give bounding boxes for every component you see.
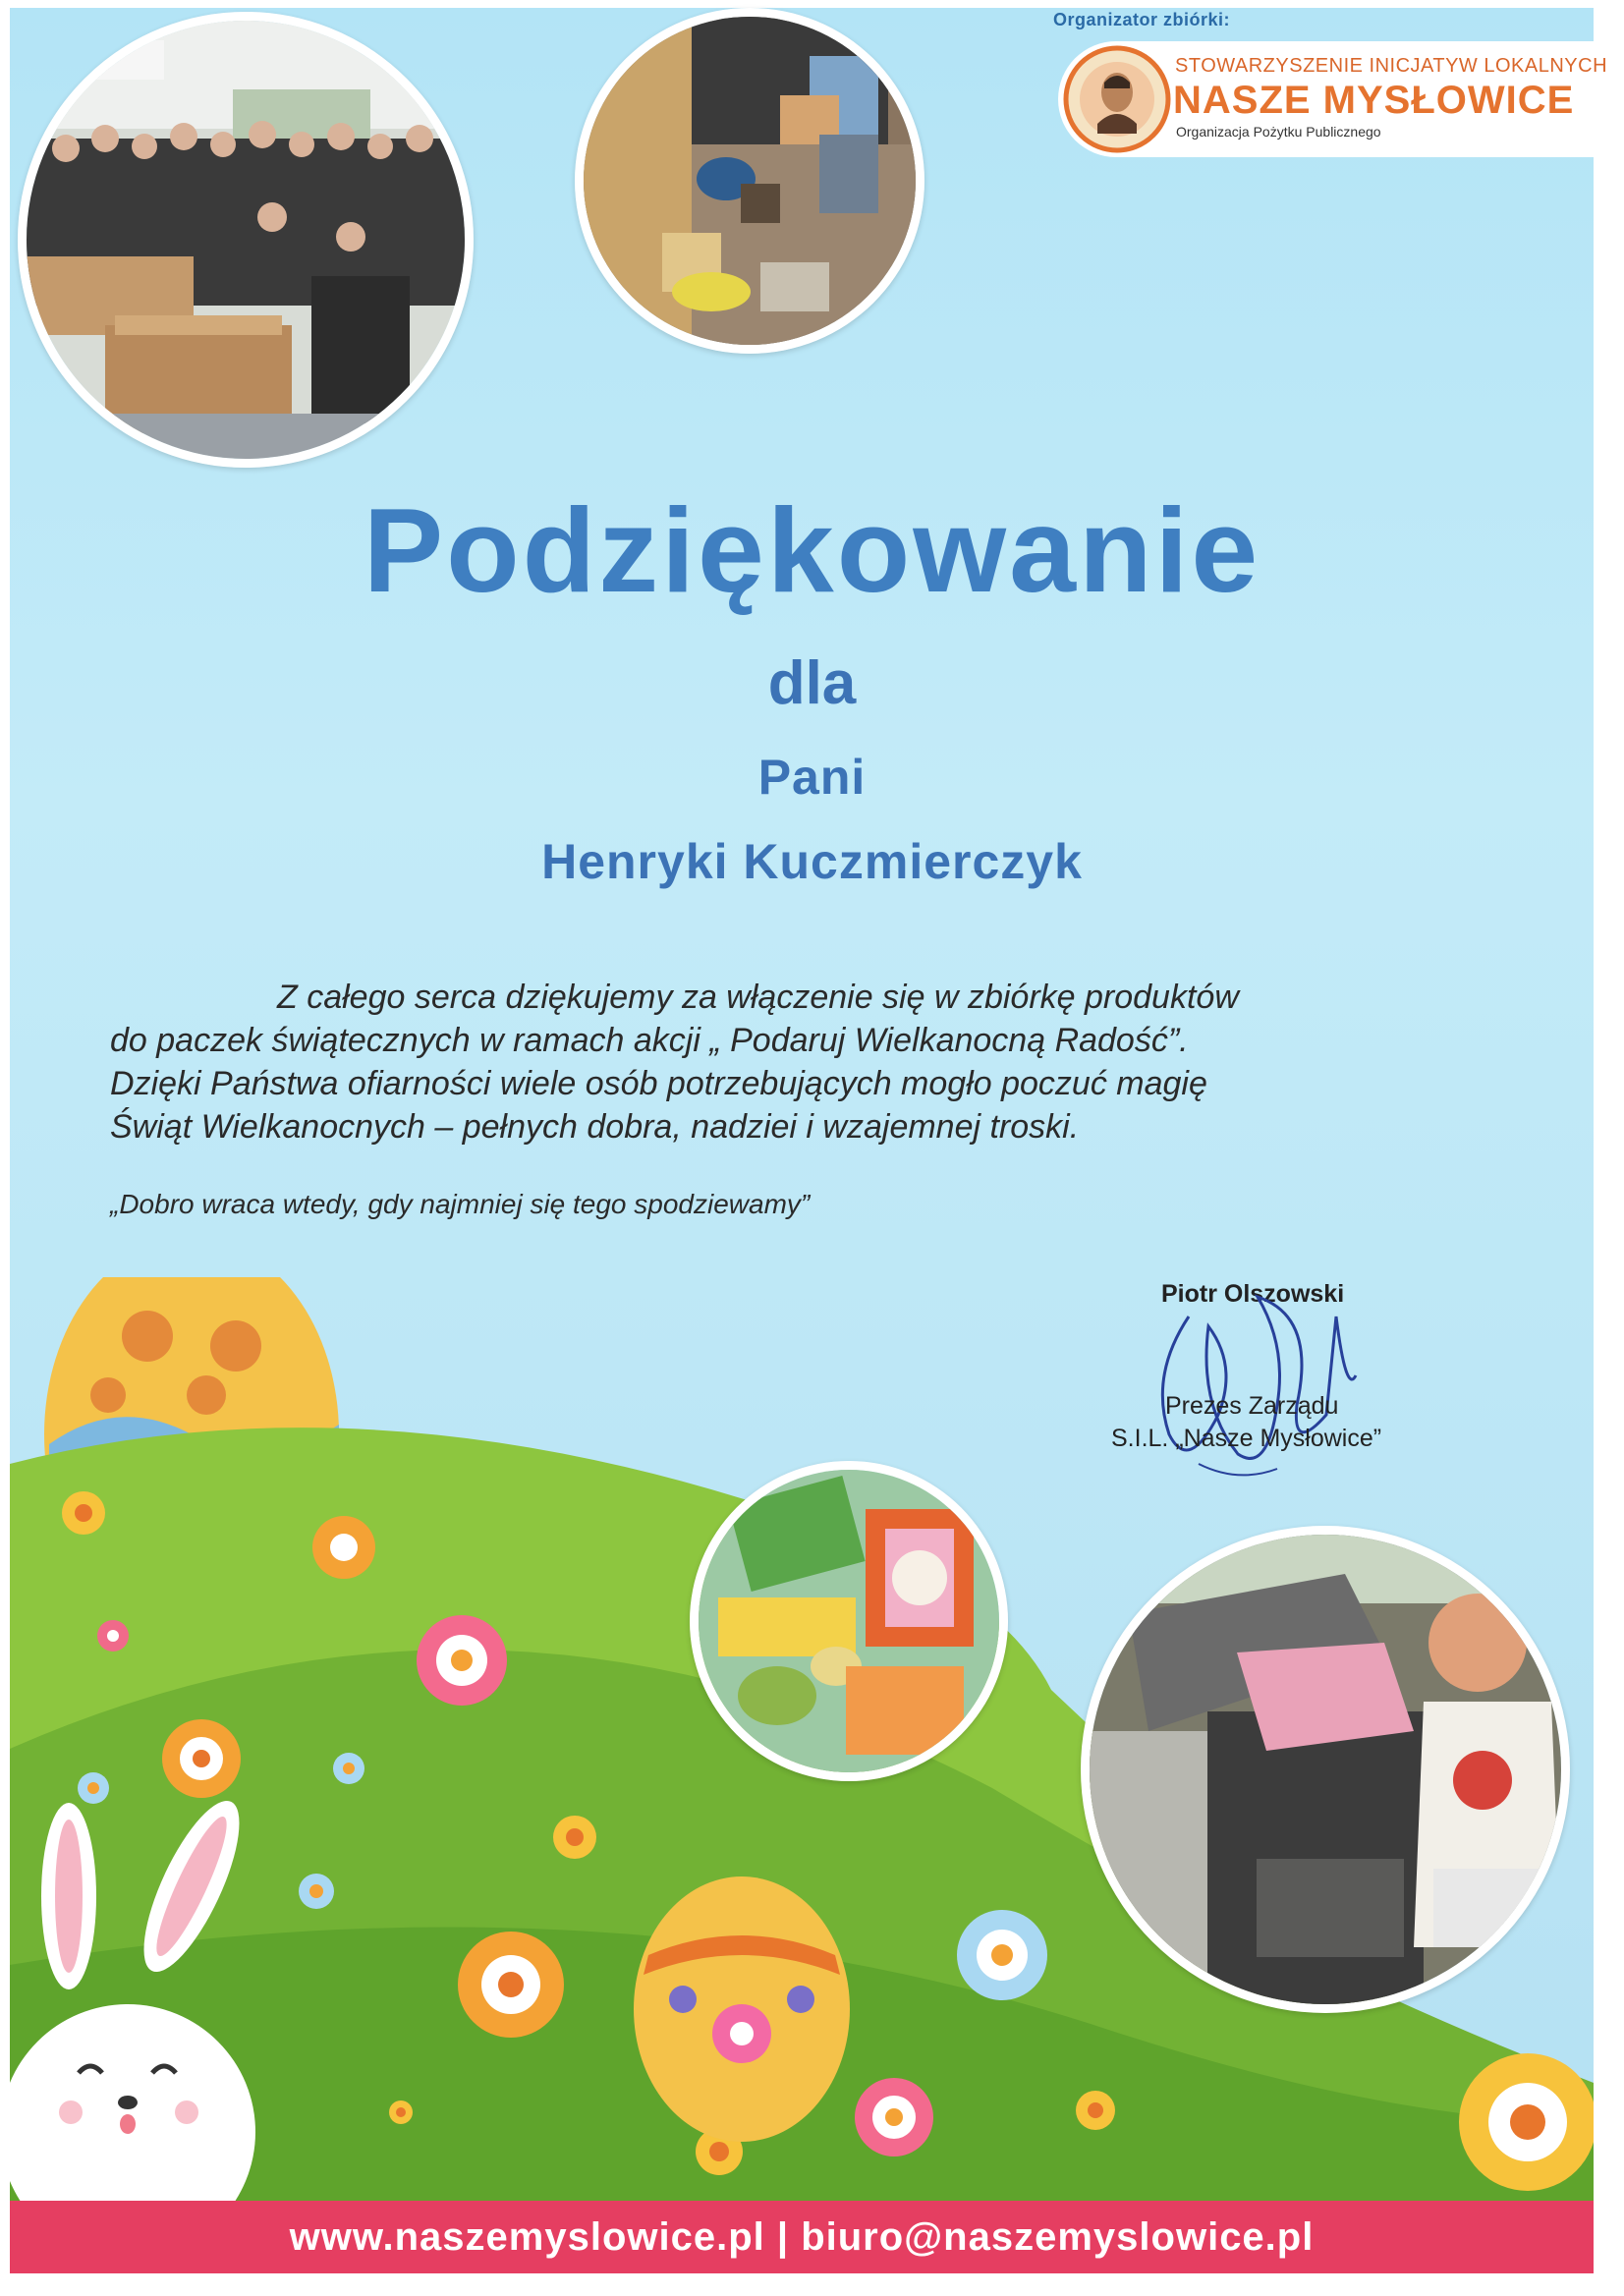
photo-students-group: [18, 12, 474, 468]
organizer-logo-line1: STOWARZYSZENIE INICJATYW LOKALNYCH: [1175, 55, 1608, 77]
message-line-3: Dzięki Państwa ofiarności wiele osób potrzebujących mogło poczuć magię: [110, 1065, 1207, 1102]
signatory-role: Prezes Zarządu: [1165, 1392, 1339, 1420]
certificate-title: Podziękowanie: [363, 483, 1261, 617]
quote: „Dobro wraca wtedy, gdy najmniej się tego spodziewamy”: [110, 1189, 811, 1219]
organizer-seal-icon: [1063, 45, 1171, 153]
organizer-logo-tagline: Organizacja Pożytku Publicznego: [1176, 124, 1381, 140]
message-line-2: do paczek świątecznych w ramach akcji „ Podaruj Wielkanocną Radość”.: [110, 1022, 1189, 1059]
recipient-name: Henryki Kuczmierczyk: [541, 834, 1083, 889]
certificate-salutation: Pani: [757, 750, 867, 805]
footer-bar: [10, 2201, 1594, 2273]
signatory-organization: S.I.L. „Nasze Mysłowice”: [1111, 1425, 1382, 1452]
photo-man-unpacking: [1081, 1526, 1570, 2013]
photo-van-donations: [575, 8, 924, 354]
certificate-for: dla: [767, 649, 857, 717]
message-line-1: Z całego serca dziękujemy za włączenie się w zbiórkę produktów: [277, 979, 1239, 1016]
message-line-4: Świąt Wielkanocnych – pełnych dobra, nadziei i wzajemnej troski.: [110, 1108, 1080, 1146]
decorated-egg-icon: [634, 1876, 850, 2142]
footer-contact: www.naszemyslowice.pl | biuro@naszemyslowice.pl: [289, 2215, 1315, 2259]
photo-craft-items: [690, 1461, 1008, 1781]
organizer-logo-name: NASZE MYSŁOWICE: [1173, 79, 1575, 122]
thanks-message: [110, 976, 1485, 1148]
signatory-name: Piotr Olszowski: [1161, 1280, 1345, 1308]
organizer-label: Organizator zbiórki:: [1053, 10, 1231, 29]
